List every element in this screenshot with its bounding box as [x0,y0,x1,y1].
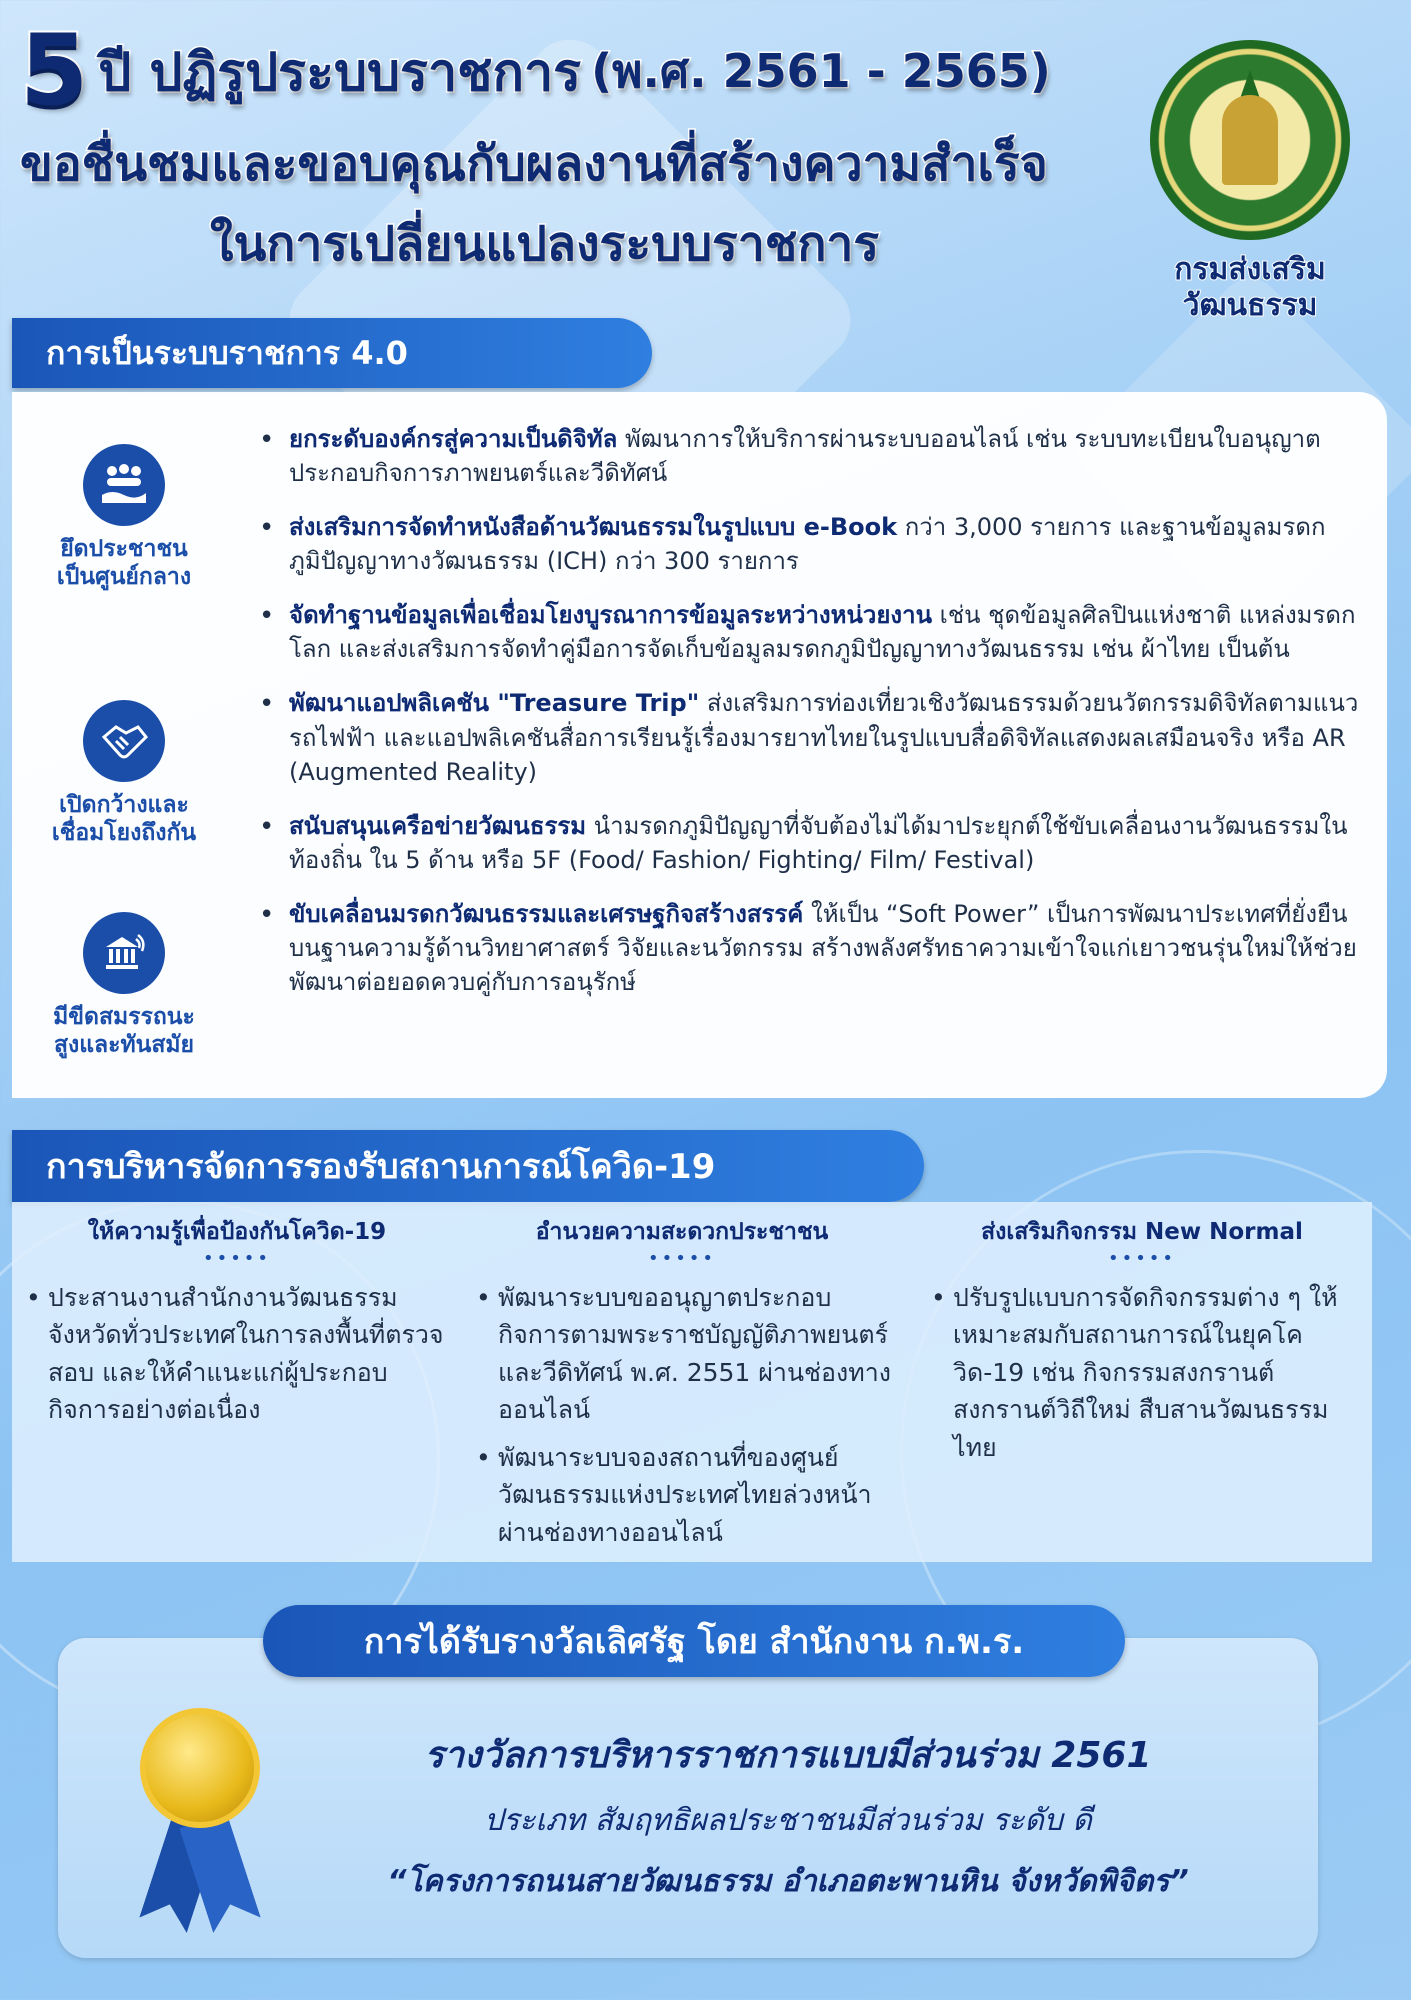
side-label: เปิดกว้างและ เชื่อมโยงถึงกัน [51,792,197,846]
column-heading: อำนวยความสะดวกประชาชน [535,1219,829,1245]
side-item-people-centric [24,444,224,591]
award-title: รางวัลการบริหารราชการแบบมีส่วนร่วม 2561 [424,1735,1152,1776]
side-label: ยึดประชาชน เป็นศูนย์กลาง [56,536,192,590]
section2-panel [12,1202,1372,1562]
column-dots: ••••• [202,1248,272,1269]
award-text [288,1726,1288,1905]
department-logo [1145,40,1355,324]
column-heading: ให้ความรู้เพื่อป้องกันโควิด-19 [87,1219,387,1245]
title-line1-b: (พ.ศ. 2561 - 2565) [591,43,1051,98]
list-item: • จัดทำฐานข้อมูลเพื่อเชื่อมโยงบูรณาการข้อมูลระหว่างหน่วยงาน เช่น ชุดข้อมูลศิลปินแห่งชาติ แหล่งมรดกโลก และส่งเสริมการจัดทำคู่มือการจัดเก็บข้อมูลมรดกภูมิปัญญาทางวัฒนธรรม เช่น ผ้าไทย เป็นต้น [247,598,1367,666]
title-line2: ขอชื่นชมและขอบคุณกับผลงานที่สร้างความสำเร็จ [20,136,1048,192]
bank-wifi-icon [83,912,165,994]
column-dots: ••••• [1107,1248,1177,1269]
list-item: • พัฒนาแอปพลิเคชัน "Treasure Trip" ส่งเสริมการท่องเที่ยวเชิงวัฒนธรรมด้วยนวัตกรรมดิจิทัลตามแนวรถไฟฟ้า และแอปพลิเคชันสื่อการเรียนรู้เรื่องมารยาทไทยในรูปแบบสื่อดิจิทัลแสดงผลเสมือนจริง หรือ AR (Augmented Reality) [247,686,1367,788]
list-item: • ยกระดับองค์กรสู่ความเป็นดิจิทัล พัฒนาการให้บริการผ่านระบบออนไลน์ เช่น ระบบทะเบียนใบอนุญาตประกอบกิจการภาพยนตร์และวีดิทัศน์ [247,422,1367,490]
list-item: • สนับสนุนเครือข่ายวัฒนธรรม นำมรดกภูมิปัญญาที่จับต้องไม่ได้มาประยุกต์ใช้ขับเคลื่อนงานวัฒนธรรมในท้องถิ่น ใน 5 ด้าน หรือ 5F (Food/ Fashion/ Fighting/ Film/ Festival) [247,809,1367,877]
list-item: • ประสานงานสำนักงานวัฒนธรรมจังหวัดทั่วประเทศในการลงพื้นที่ตรวจสอบ และให้คำแนะแก่ผู้ประกอบกิจการอย่างต่อเนื่อง [22,1279,452,1429]
list-item: • พัฒนาระบบจองสถานที่ของศูนย์วัฒนธรรมแห่งประเทศไทยล่วงหน้าผ่านช่องทางออนไลน์ [472,1439,892,1552]
list-item: • พัฒนาระบบขออนุญาตประกอบกิจการตามพระราชบัญญัติภาพยนตร์และวีดิทัศน์ พ.ศ. 2551 ผ่านช่องทางออนไลน์ [472,1279,892,1429]
section2-title: การบริหารจัดการรองรับสถานการณ์โควิด-19 [12,1130,924,1202]
title-line3: ในการเปลี่ยนแปลงระบบราชการ [210,216,880,272]
big-five-number: 5 [20,14,89,128]
list-item: • ปรับรูปแบบการจัดกิจกรรมต่าง ๆ ให้เหมาะสมกับสถานการณ์ในยุคโควิด-19 เช่น กิจกรรมสงกรานต์ สงกรานต์วิถีใหม่ สืบสานวัฒนธรรมไทย [927,1279,1357,1467]
handshake-icon [83,700,165,782]
title-line1-a: ปี ปฏิรูประบบราชการ [98,42,582,103]
side-label: มีขีดสมรรถนะ สูงและทันสมัย [53,1004,195,1058]
award-panel [58,1638,1318,1958]
list-item: • ส่งเสริมการจัดทำหนังสือด้านวัฒนธรรมในรูปแบบ e-Book กว่า 3,000 รายการ และฐานข้อมูลมรดกภูมิปัญญาทางวัฒนธรรม (ICH) กว่า 300 รายการ [247,510,1367,578]
department-seal-icon [1150,40,1350,240]
award-project: “โครงการถนนสายวัฒนธรรม อำเภอตะพานหิน จังหวัดพิจิตร” [387,1864,1189,1899]
covid-column-convenience [472,1214,892,1561]
list-item: • ขับเคลื่อนมรดกวัฒนธรรมและเศรษฐกิจสร้างสรรค์ ให้เป็น “Soft Power” เป็นการพัฒนาประเทศที่ยั่งยืนบนฐานความรู้ด้านวิทยาศาสตร์ วิจัยและนวัตกรรม สร้างพลังศรัทธาความเข้าใจแก่เยาวชนรุ่นใหม่ให้ช่วยพัฒนาต่อยอดควบคู่กับการอนุรักษ์ [247,897,1367,999]
header [20,14,1140,282]
section1-panel [12,392,1387,1098]
side-item-high-capacity [24,912,224,1059]
column-dots: ••••• [647,1248,717,1269]
section3-title: การได้รับรางวัลเลิศรัฐ โดย สำนักงาน ก.พ.ร. [263,1605,1125,1677]
people-hands-icon [83,444,165,526]
medal-icon [100,1708,300,1938]
column-heading: ส่งเสริมกิจกรรม New Normal [981,1219,1303,1245]
award-type: ประเภท สัมฤทธิผลประชาชนมีส่วนร่วม ระดับ ดี [484,1803,1092,1838]
logo-caption: กรมส่งเสริม วัฒนธรรม [1174,252,1326,323]
side-item-open-connected [24,700,224,847]
section1-title: การเป็นระบบราชการ 4.0 [12,318,652,388]
section1-bullets [247,422,1367,1019]
covid-column-knowledge [22,1214,452,1439]
covid-column-new-normal [927,1214,1357,1476]
